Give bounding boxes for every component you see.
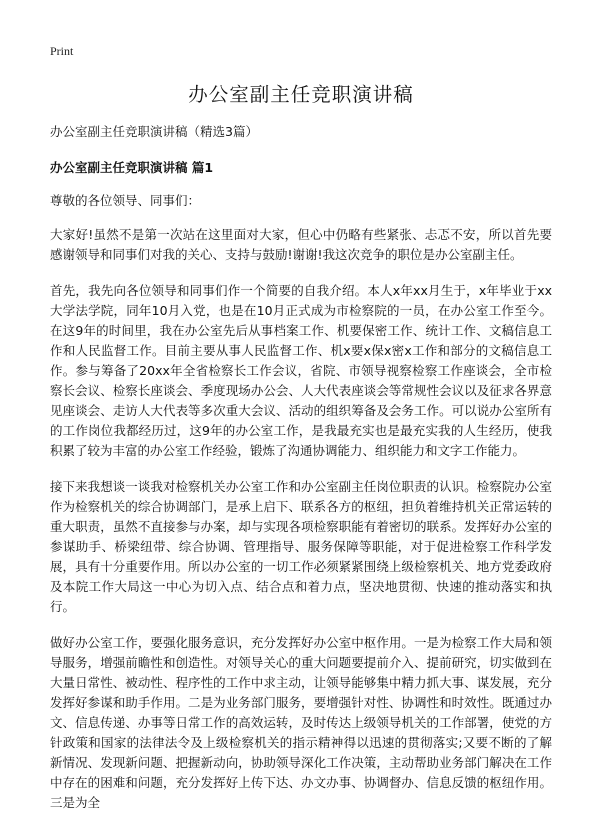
section-heading: 办公室副主任竞职演讲稿 篇1 [50, 160, 214, 175]
paragraph: 做好办公室工作，要强化服务意识，充分发挥好办公室中枢作用。一是为检察工作大局和领导服务，增强前瞻性和创造性。对领导关心的重大问题要提前介入、提前研究，切实做到在大量日常性、被动性、程序性的工作中求主动，让领导能够集中精力抓大事、谋发展，充分发挥好参谋和助手作用。二是为业务部门服务，要增强针对性、协调性和时效性。既通过办文、信息传递、办事等日常工作的高效运转，及时传达上级领导机关的工作部署，使党的方针政策和国家的法律法令及上级检察机关的指示精神得以迅速的贯彻落实;又要不断的了解新情况、发现新问题、把握新动向，协助领导深化工作决策，主动帮助业务部门解决在工作中存在的困难和问题，充分发挥好上传下达、办文办事、协调督办、信息反馈的枢纽作用。三是为全 [50, 635, 552, 810]
print-label: Print [50, 44, 74, 58]
paragraph: 大家好!虽然不是第一次站在这里面对大家，但心中仍略有些紧张、忐忑不安，所以首先要感谢领导和同事们对我的关心、支持与鼓励!谢谢!我这次竞争的职位是办公室副主任。 [50, 227, 552, 262]
paragraph: 接下来我想谈一谈我对检察机关办公室工作和办公室副主任岗位职责的认识。检察院办公室作为检察机关的综合协调部门，是承上启下、联系各方的枢纽，担负着维持机关正常运转的重大职责，虽然不直接参与办案，却与实现各项检察职能有着密切的联系。发挥好办公室的参谋助手、桥梁纽带、综合协调、管理指导、服务保障等职能，对于促进检察工作科学发展，具有十分重要作用。所以办公室的一切工作必须紧紧围绕上级检察机关、地方党委政府及本院工作大局这一中心为切入点、结合点和着力点，坚决地贯彻、快速的推动落实和执行。 [50, 479, 552, 614]
document-subtitle: 办公室副主任竞职演讲稿（精选3篇） [50, 124, 258, 139]
paragraph: 首先，我先向各位领导和同事们作一个简要的自我介绍。本人x年xx月生于，x年毕业于xx大学法学院，同年10月入党，也是在10月正式成为市检察院的一员，在办公室工作至今。在这9年的时间里，我在办公室先后从事档案工作、机要保密工作、统计工作、文稿信息工作和人民监督工作。目前主要从事人民监督工作、机x要x保x密x工作和部分的文稿信息工作。参与筹备了20xx年全省检察长工作会议，省院、市领导视察检察工作座谈会，全市检察长会议、检察长座谈会、季度现场办公会、人大代表座谈会等常规性会议以及征求各界意见座谈会、走访人大代表等多次重大会议、活动的组织筹备及会务工作。可以说办公室所有的工作岗位我都经历过，这9年的办公室工作，是我最充实也是最充实我的人生经历，使我积累了较为丰富的办公室工作经验，锻炼了沟通协调能力、组织能力和文字工作能力。 [50, 283, 552, 458]
document-title: 办公室副主任竞职演讲稿 [188, 83, 414, 106]
greeting: 尊敬的各位领导、同事们： [50, 193, 201, 208]
